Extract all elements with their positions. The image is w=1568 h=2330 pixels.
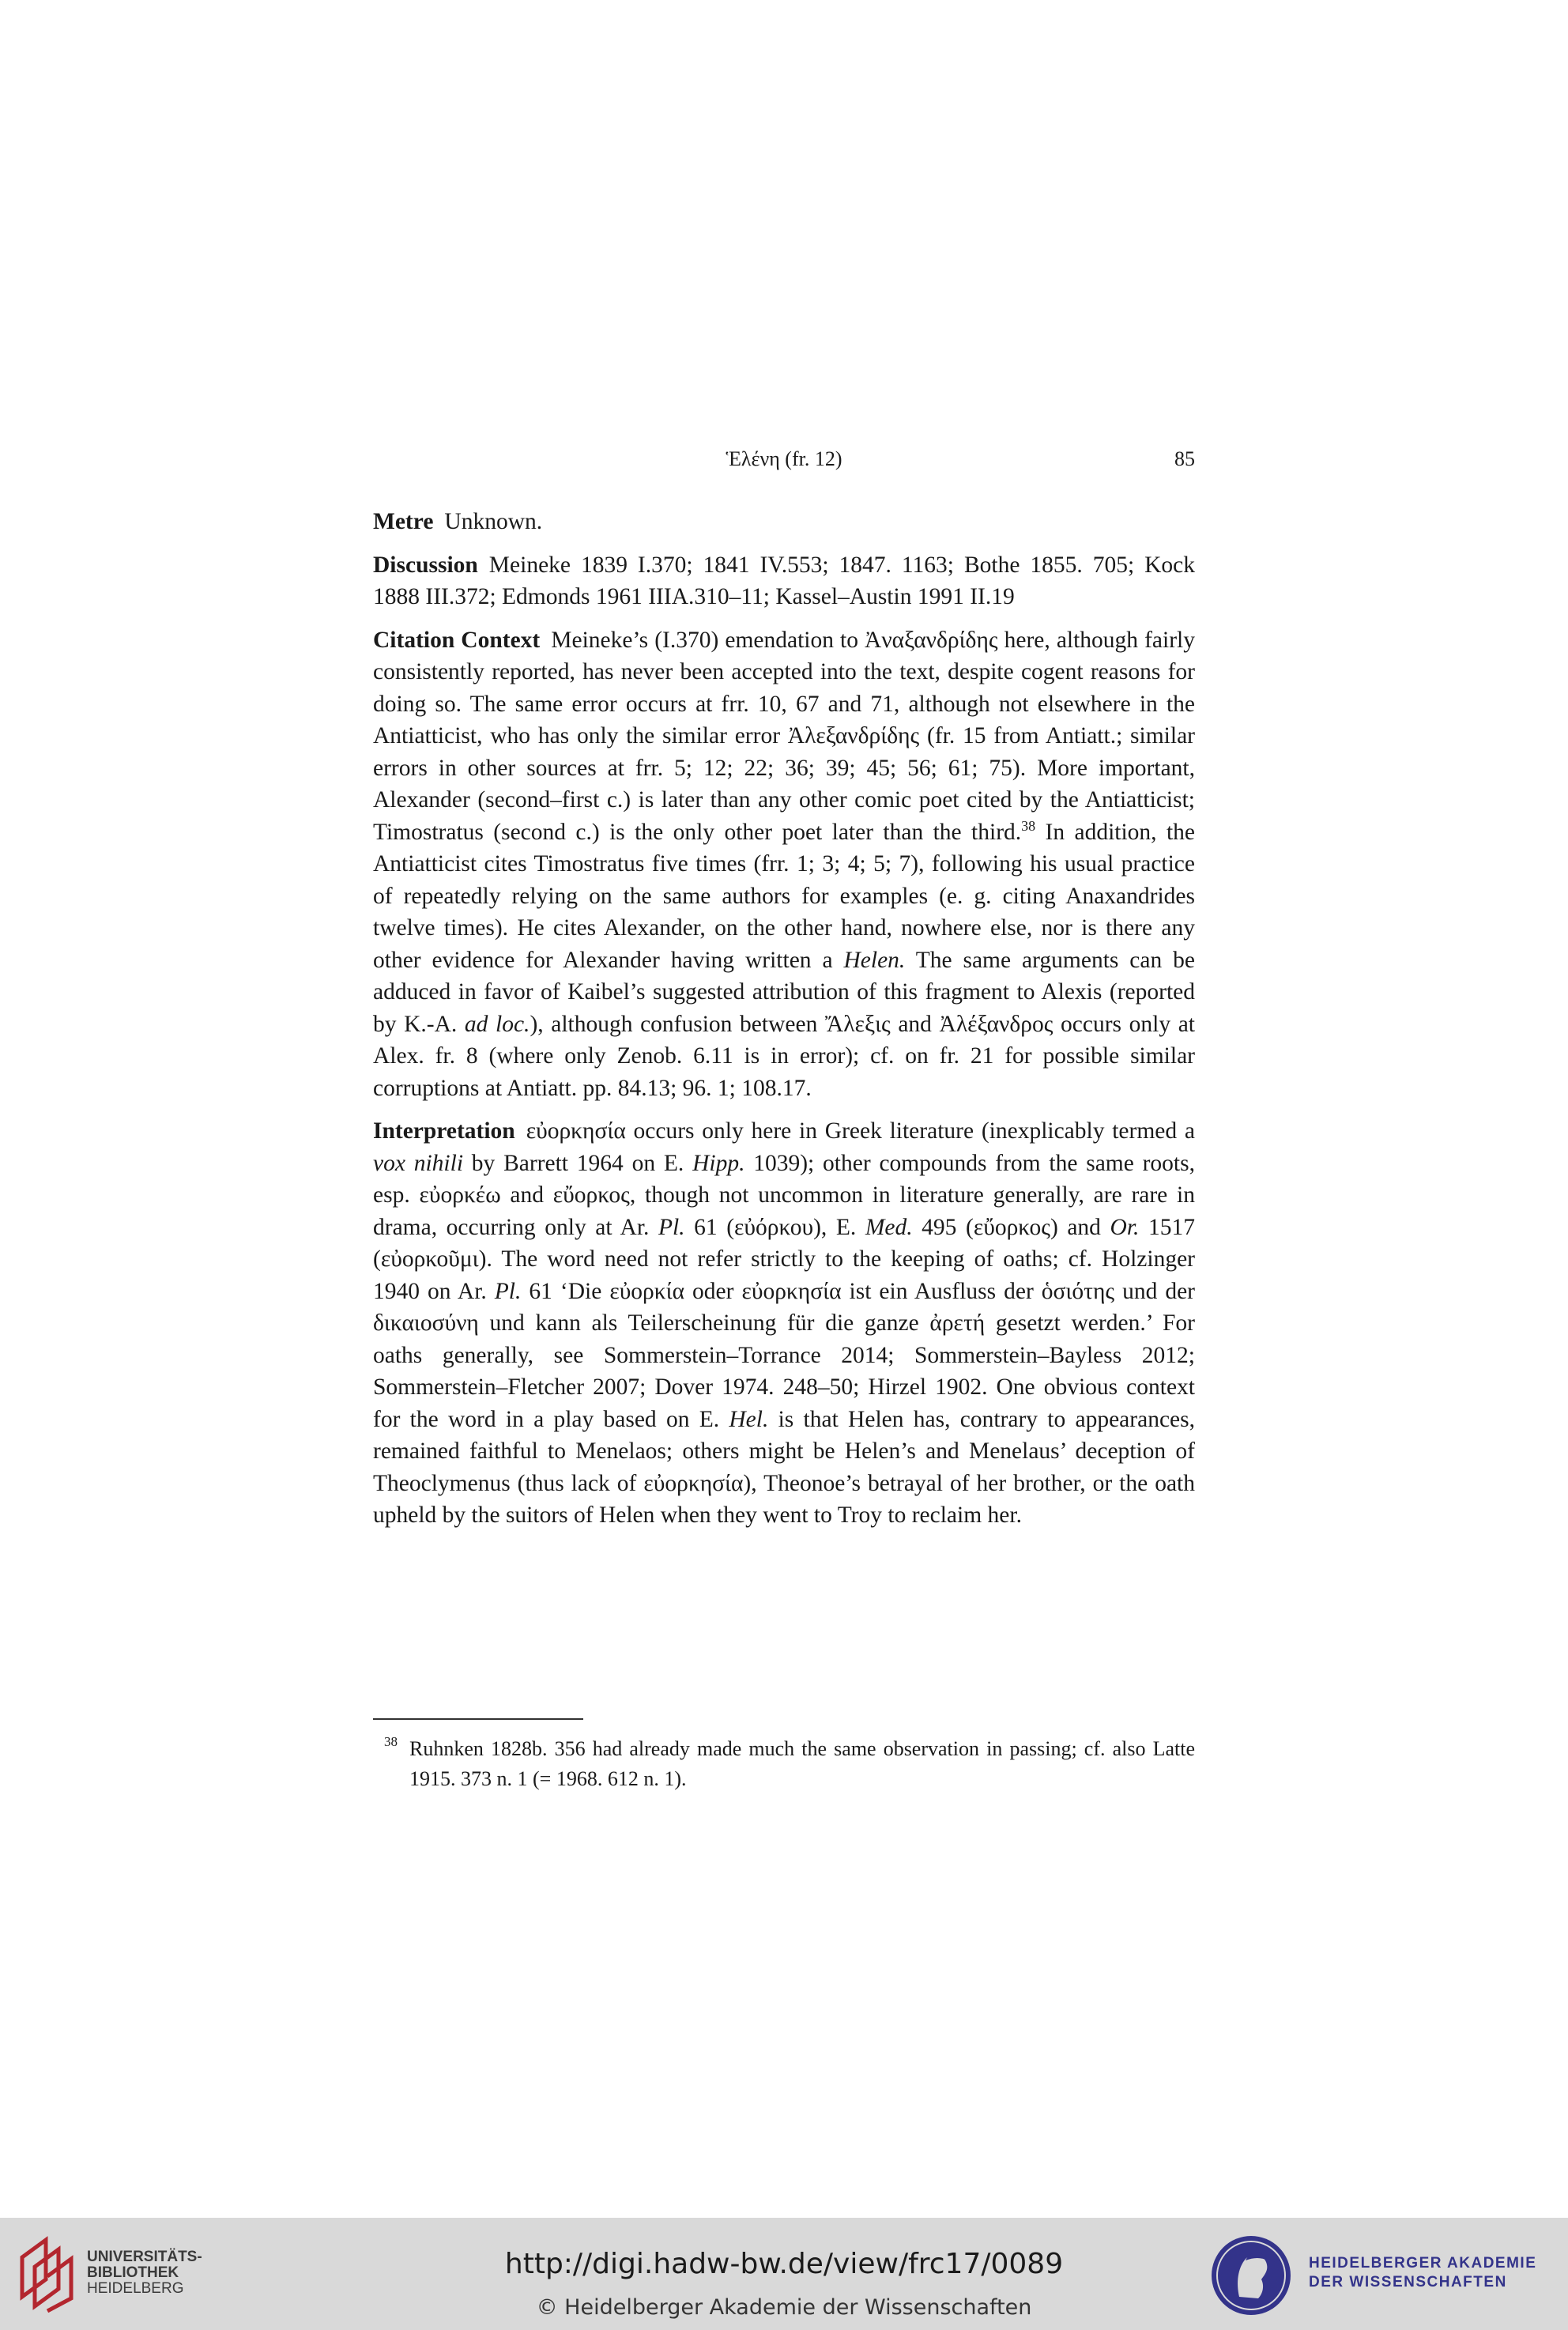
interp-text-1: εὐορκησία occurs only here in Greek literature (inexplicably termed a xyxy=(526,1118,1195,1144)
copyright-notice: © Heidelberger Akademie der Wissenschaften xyxy=(536,2295,1032,2320)
hadw-line-1: HEIDELBERGER AKADEMIE xyxy=(1309,2255,1537,2272)
ub-line-3: HEIDELBERG xyxy=(87,2280,184,2297)
interp-text-6: 1517 (εὐορκοῦμι). The word need not refer strictly to the keeping of oaths; cf. Holzinger 1940 on Ar. xyxy=(373,1214,1195,1304)
citation-text-4: ), although confusion between Ἄλεξις and Ἀλέξανδρος occurs only at Alex. fr. 8 (where only Zenob. 6.11 is in error); cf. on fr. 21 for possible similar corruptions at Antiatt. pp. 84.13; 96. 1; 108.17. xyxy=(373,1011,1195,1101)
interp-italic-5: Or. xyxy=(1110,1214,1140,1240)
ub-line-1: UNIVERSITÄTS- xyxy=(87,2249,202,2265)
discussion-text: Meineke 1839 I.370; 1841 IV.553; 1847. 1163; Bothe 1855. 705; Kock 1888 III.372; Edmonds 1961 IIIA.310–11; Kassel–Austin 1991 II.19 xyxy=(373,552,1195,609)
page-number: 85 xyxy=(1174,447,1195,470)
interp-italic-1: vox nihili xyxy=(373,1150,464,1176)
footnote xyxy=(384,1734,1195,1794)
interp-text-8: is that Helen has, contrary to appearances, remained faithful to Menelaos; others might be Helen’s and Menelaus’ deception of Theoclymenus (thus lack of εὐορκησία), Theonoe’s betrayal of her brother, or the oath upheld by the suitors of Helen when they went to Troy to reclaim her. xyxy=(373,1406,1195,1528)
interp-italic-3: Pl. xyxy=(658,1214,685,1240)
body-text xyxy=(373,506,1195,1543)
citation-italic-helen: Helen. xyxy=(843,947,906,973)
interpretation-label: Interpretation xyxy=(373,1118,515,1144)
discussion-section xyxy=(373,549,1195,613)
discussion-label: Discussion xyxy=(373,552,478,578)
interp-italic-4: Med. xyxy=(865,1214,913,1240)
citation-text-2: In addition, the Antiatticist cites Timostratus five times (frr. 1; 3; 4; 5; 7), following his usual practice of repeatedly relying on the same authors for examples (e. g. citing Anaxandrides twelve times). He cites Alexander, on the other hand, nowhere else, nor is there any other evidence for Alexander having written a xyxy=(373,819,1195,973)
citation-context-label: Citation Context xyxy=(373,627,541,653)
running-title: Ἑλένη (fr. 12) xyxy=(726,447,842,470)
footnote-reference[interactable]: 38 xyxy=(1021,817,1036,834)
interpretation-section xyxy=(373,1115,1195,1532)
interp-italic-7: Hel. xyxy=(729,1406,769,1432)
interp-text-5: 495 (εὔορκος) and xyxy=(912,1214,1110,1240)
interp-text-2: by Barrett 1964 on E. xyxy=(463,1150,693,1176)
hadw-line-2: DER WISSENSCHAFTEN xyxy=(1309,2274,1507,2290)
footnote-text: Ruhnken 1828b. 356 had already made much the same observation in passing; cf. also Latte 1915. 373 n. 1 (= 1968. 612 n. 1). xyxy=(409,1737,1195,1790)
page-header xyxy=(373,447,1195,479)
ub-line-2: BIBLIOTHEK xyxy=(87,2264,179,2281)
metre-label: Metre xyxy=(373,509,434,534)
citation-italic-ad-loc: ad loc. xyxy=(464,1011,530,1037)
metre-text: Unknown. xyxy=(444,509,543,534)
citation-text-1: Meineke’s (I.370) emendation to Ἀναξανδρίδης here, although fairly consistently reported, has never been accepted into the text, despite cogent reasons for doing so. The same error occurs at frr. 10, 67 and 71, although not elsewhere in the Antiatticist, who has only the similar error Ἀλεξανδρίδης (fr. 15 from Antiatt.; similar errors in other sources at frr. 5; 12; 22; 36; 39; 45; 56; 61; 75). More important, Alexander (second–first c.) is later than any other comic poet cited by the Antiatticist; Timostratus (second c.) is the only other poet later than the third. xyxy=(373,627,1195,845)
interp-text-4: 61 (εὐόρκου), E. xyxy=(684,1214,865,1240)
interp-text-7: 61 ‘Die εὐορκία oder εὐορκησία ist ein Ausfluss der ὁσιότης und der δικαιοσύνη und kann als Teilerscheinung für die ganze ἀρετή gesetzt werden.’ For oaths generally, see Sommerstein–Torrance 2014; Sommerstein–Bayless 2012; Sommerstein–Fletcher 2007; Dover 1974. 248–50; Hirzel 1902. One obvious context for the word in a play based on E. xyxy=(373,1278,1196,1432)
interp-italic-2: Hipp. xyxy=(692,1150,745,1176)
citation-context-section xyxy=(373,624,1195,1105)
citation-text-3: The same arguments can be adduced in favor of Kaibel’s suggested attribution of this fragment to Alexis (reported by K.-A. xyxy=(373,947,1195,1037)
interp-italic-6: Pl. xyxy=(494,1278,522,1304)
digitization-footer-bar xyxy=(0,2218,1568,2330)
footnote-divider xyxy=(373,1718,583,1720)
academy-seal-icon xyxy=(1209,2234,1293,2317)
interp-text-3: 1039); other compounds from the same roots, esp. εὐορκέω and εὔορκος, though not uncommon in literature generally, are rare in drama, occurring only at Ar. xyxy=(373,1150,1195,1240)
permalink-url[interactable]: http://digi.hadw-bw.de/view/frc17/0089 xyxy=(504,2248,1064,2280)
metre-section xyxy=(373,506,1195,538)
footnote-number: 38 xyxy=(384,1734,398,1749)
academy-name xyxy=(1309,2254,1562,2292)
